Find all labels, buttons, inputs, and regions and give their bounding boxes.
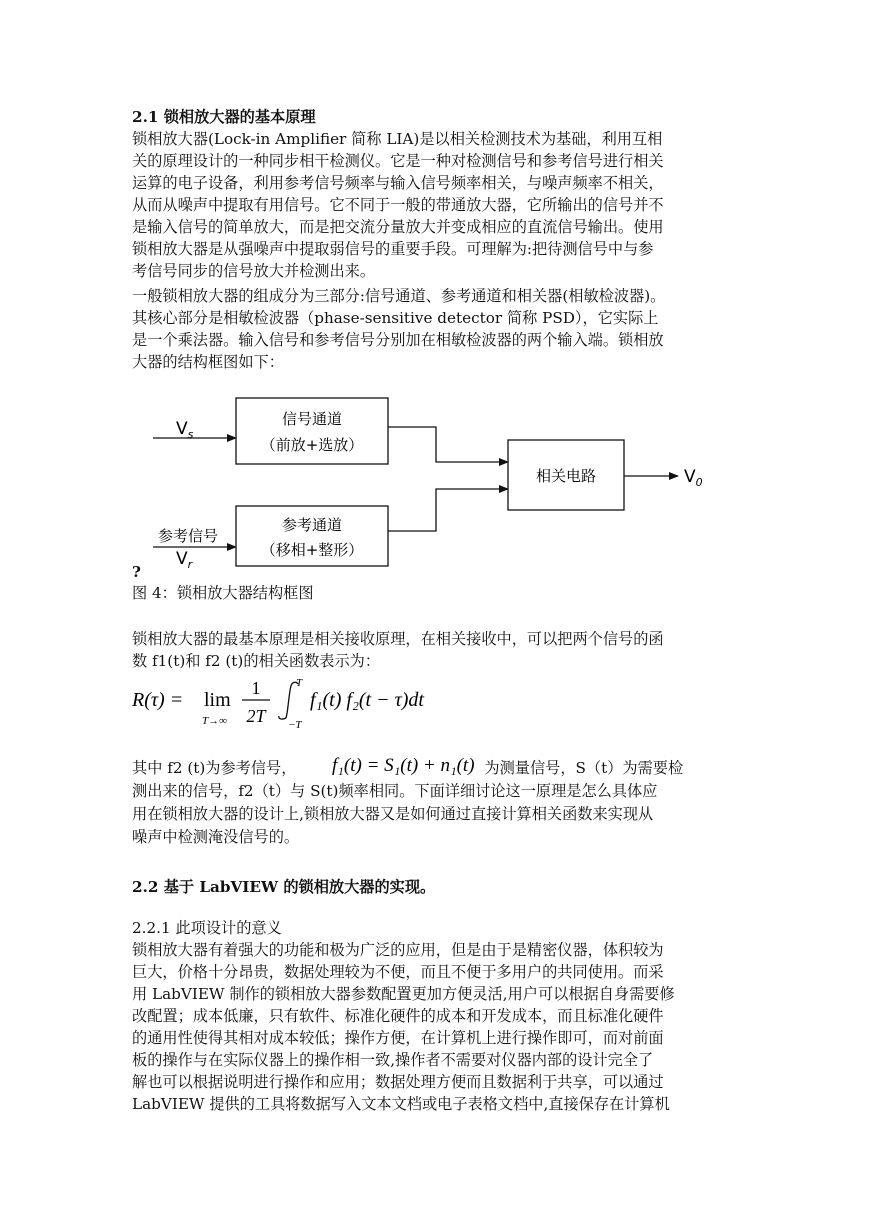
formula-integrand: f₁(t) f₂(t − τ)dt	[310, 689, 424, 711]
integral-lower-limit: −T	[288, 719, 302, 731]
paragraph-line: 改配置；成本低廉，只有软件、标准化硬件的成本和开发成本，而且标准化硬件	[132, 1007, 664, 1025]
inline-formula-text: f₁(t) = S₁(t) + n₁(t)	[332, 755, 475, 776]
formula-lhs: R(τ) =	[132, 689, 184, 711]
formula-lim: lim	[204, 689, 231, 711]
paragraph-line: 大器的结构框图如下：	[132, 353, 284, 371]
paragraph-line: 运算的电子设备，利用参考信号频率与输入信号频率相关，与噪声频率不相关，	[132, 174, 664, 192]
reference-to-correlator-arrow	[388, 489, 508, 531]
paragraph-line: 用在锁相放大器的设计上,锁相放大器又是如何通过直接计算相关函数来实现从	[132, 805, 654, 823]
paragraph-line: 锁相放大器是从强噪声中提取弱信号的重要手段。可理解为:把待测信号中与参	[132, 240, 654, 258]
reference-channel-title: 参考通道	[281, 516, 343, 534]
paragraph-line: 从而从噪声中提取有用信号。它不同于一般的带通放大器，它所输出的信号并不	[132, 196, 664, 214]
formula-lim-subscript: T→∞	[202, 715, 227, 727]
paragraph-line: 的通用性使得其相对成本较低；操作方便，在计算机上进行操作即可，而对前面	[132, 1029, 664, 1047]
reference-signal-label: 参考信号	[158, 527, 219, 545]
paragraph-line: 噪声中检测淹没信号的。	[132, 828, 300, 846]
paragraph-line: 考信号同步的信号放大并检测出来。	[132, 262, 375, 280]
signal-channel-subtitle: （前放+选放）	[260, 436, 364, 454]
paragraph-line: 锁相放大器有着强大的功能和极为广泛的应用，但是由于是精密仪器，体积较为	[132, 941, 664, 959]
formula-fraction-denominator: 2T	[246, 706, 266, 726]
paragraph-line: 其核心部分是相敏检波器（phase-sensitive detector 简称 PSD），它实际上	[132, 309, 659, 327]
signal-channel-box	[236, 398, 388, 464]
input-vs-label: $V_s$	[176, 419, 194, 441]
figure-caption: 图 4：锁相放大器结构框图	[132, 584, 314, 602]
stray-question-mark: ?	[132, 563, 141, 581]
formula-fraction-numerator: 1	[251, 678, 261, 698]
paragraph-line: 测出来的信号，f2（t）与 S(t)频率相同。下面详细讨论这一原理是怎么具体应	[132, 782, 658, 800]
integral-upper-limit: T	[296, 677, 303, 689]
output-vo-label: $V_0$	[684, 467, 703, 489]
block-diagram	[148, 390, 728, 580]
paragraph-line: 是一个乘法器。输入信号和参考信号分别加在相敏检波器的两个输入端。锁相放	[132, 331, 664, 349]
para4-text-before: 其中 f2 (t)为参考信号，	[132, 759, 297, 777]
paragraph-line: 一般锁相放大器的组成分为三部分:信号通道、参考通道和相关器(相敏检波器)。	[132, 287, 666, 305]
correlator-label: 相关电路	[535, 467, 597, 485]
correlation-formula	[128, 672, 448, 732]
paragraph-line: 关的原理设计的一种同步相干检测仪。它是一种对检测信号和参考信号进行相关	[132, 152, 664, 170]
paragraph-line: 是输入信号的简单放大，而是把交流分量放大并变成相应的直流信号输出。使用	[132, 218, 664, 236]
paragraph-line: 锁相放大器的最基本原理是相关接收原理，在相关接收中，可以把两个信号的函	[132, 630, 664, 648]
paragraph-line: LabVIEW 提供的工具将数据写入文本文档或电子表格文档中,直接保存在计算机	[132, 1095, 670, 1113]
measurement-signal-formula	[330, 748, 510, 780]
para4-text-after: 为测量信号，S（t）为需要检	[484, 759, 684, 777]
signal-channel-title: 信号通道	[281, 410, 343, 428]
signal-to-correlator-arrow	[388, 427, 508, 462]
paragraph-line: 锁相放大器(Lock-in Amplifier 简称 LIA)是以相关检测技术为基础，利用互相	[132, 130, 663, 148]
section-2-1-heading: 2.1 锁相放大器的基本原理	[132, 108, 316, 126]
input-vr-label: $V_r$	[176, 549, 193, 571]
paragraph-line: 数 f1(t)和 f2 (t)的相关函数表示为：	[132, 652, 381, 670]
paragraph-line: 板的操作与在实际仪器上的操作相一致,操作者不需要对仪器内部的设计完全了	[132, 1051, 654, 1069]
paragraph-line: 用 LabVIEW 制作的锁相放大器参数配置更加方便灵活,用户可以根据自身需要修	[132, 985, 675, 1003]
reference-channel-subtitle: （移相+整形）	[260, 541, 364, 559]
paragraph-line: 解也可以根据说明进行操作和应用；数据处理方便而且数据利于共享，可以通过	[132, 1073, 664, 1091]
subsection-2-2-1-heading: 2.2.1 此项设计的意义	[132, 919, 282, 937]
section-2-2-heading: 2.2 基于 LabVIEW 的锁相放大器的实现。	[132, 878, 436, 896]
paragraph-line: 巨大，价格十分昂贵，数据处理较为不便，而且不便于多用户的共同使用。而采	[132, 963, 664, 981]
